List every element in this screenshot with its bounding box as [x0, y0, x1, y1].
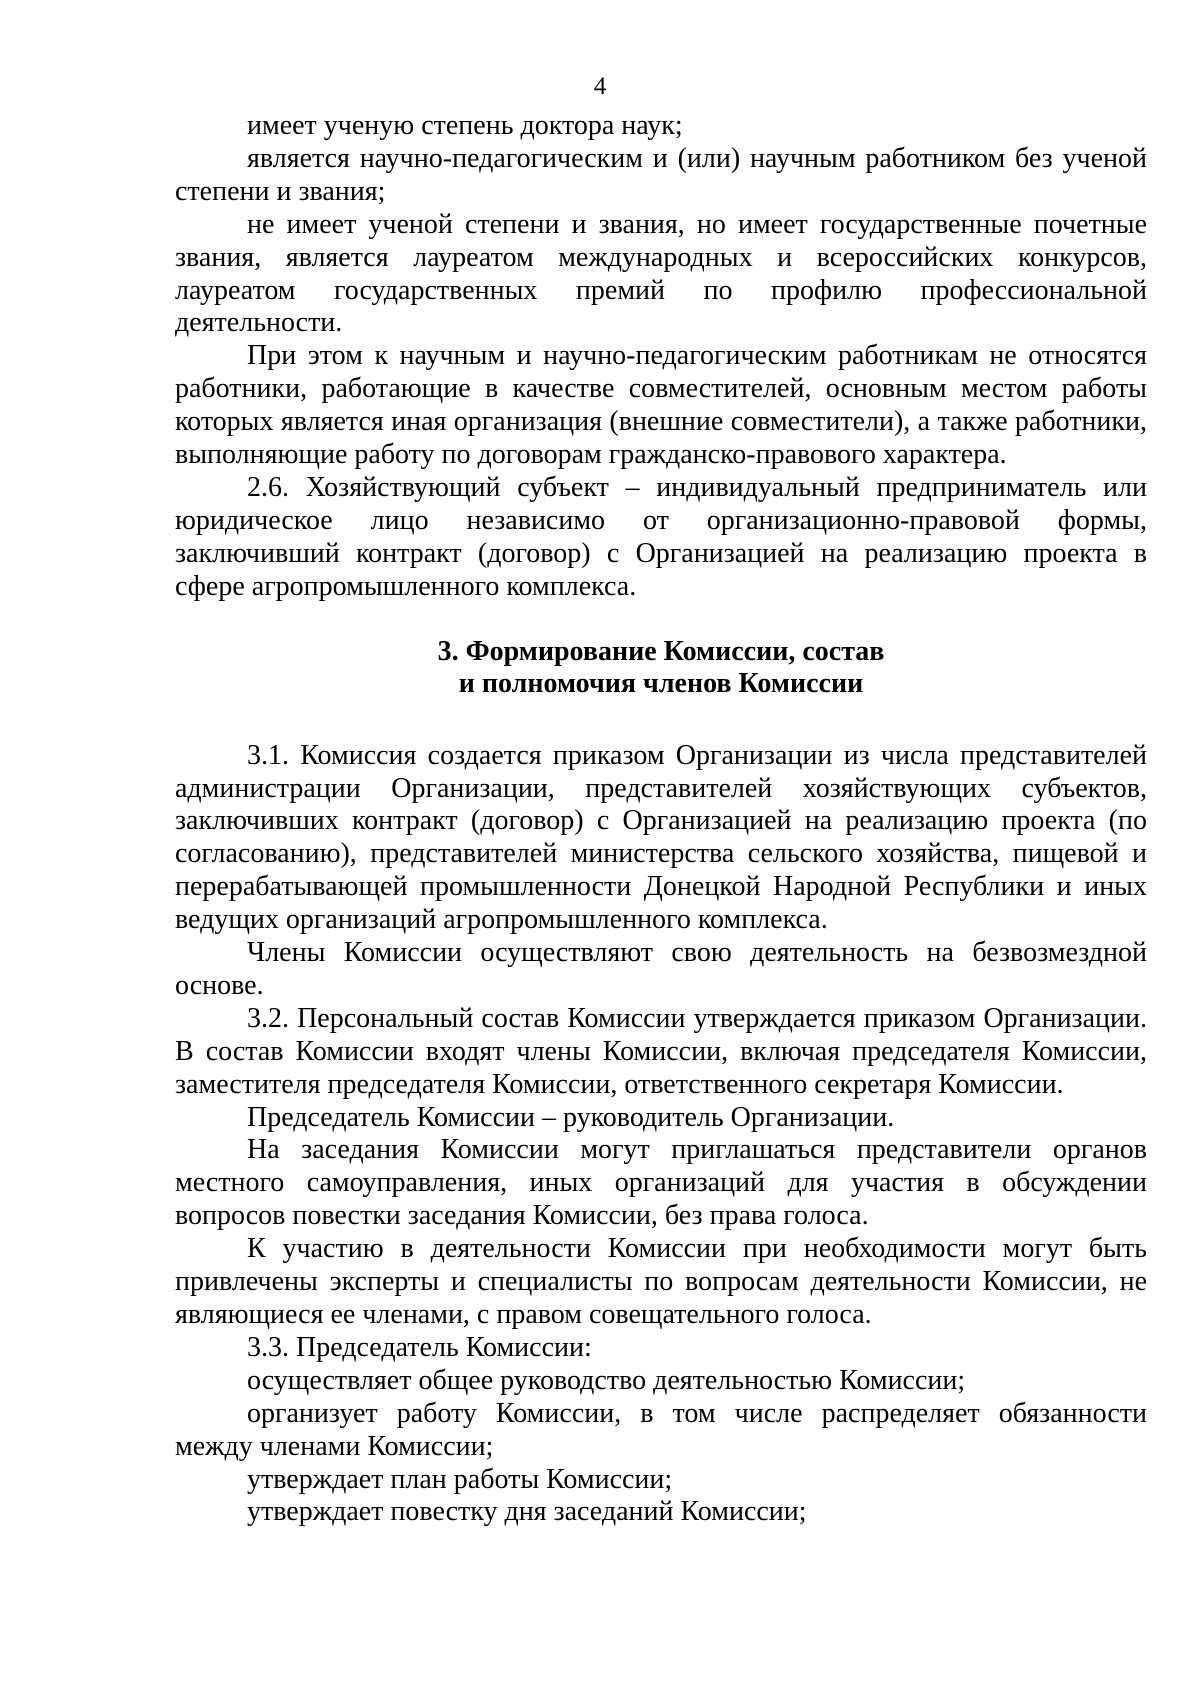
- paragraph-2-6-business-entity: 2.6. Хозяйствующий субъект – индивидуальный предприниматель или юридическое лицо независимо от организационно-правовой формы, заключивший контракт (договор) с Организацией на реализацию проекта в сфере агропромышленного комплекса.: [175, 471, 1147, 602]
- section-3-heading-line-2: и полномочия членов Комиссии: [458, 667, 864, 699]
- section-3-heading: [175, 636, 1147, 700]
- paragraph-3-2-personal-composition: 3.2. Персональный состав Комиссии утверждается приказом Организации. В состав Комиссии входят члены Комиссии, включая председателя Комиссии, заместителя председателя Комиссии, ответственного секретаря Комиссии.: [175, 1002, 1147, 1100]
- paragraph-organizes-work: организует работу Комиссии, в том числе распределяет обязанности между членами Комиссии;: [175, 1397, 1147, 1462]
- paragraph-chairman: Председатель Комиссии – руководитель Организации.: [247, 1101, 895, 1133]
- paragraph-experts: К участию в деятельности Комиссии при необходимости могут быть привлечены эксперты и специалисты по вопросам деятельности Комиссии, не являющиеся ее членами, с правом совещательного голоса.: [175, 1233, 1147, 1330]
- paragraph-general-management: осуществляет общее руководство деятельностью Комиссии;: [247, 1364, 966, 1396]
- paragraph-invited-representatives: На заседания Комиссии могут приглашаться представители органов местного самоуправления, иных организаций для участия в обсуждении вопросов повестки заседания Комиссии, без права голоса.: [175, 1134, 1147, 1232]
- paragraph-approves-agenda: утверждает повестку дня заседаний Комиссии;: [247, 1496, 807, 1528]
- paragraph-honorary-titles: не имеет ученой степени и звания, но имеет государственные почетные звания, является лауреатом международных и всероссийских конкурсов, лауреатом государственных премий по профилю профессиональной деятельности.: [175, 208, 1147, 339]
- paragraph-3-3-chairman-duties: 3.3. Председатель Комиссии:: [247, 1331, 592, 1363]
- paragraph-external-part-timers: При этом к научным и научно-педагогическим работникам не относятся работники, работающие в качестве совместителей, основным местом работы которых является иная организация (внешние совместители), а также работники, выполняющие работу по договорам гражданско-правового характера.: [175, 340, 1147, 471]
- paragraph-doctor-degree: имеет ученую степень доктора наук;: [247, 110, 683, 141]
- document-body: [175, 110, 1147, 1529]
- paragraph-no-degree-worker: является научно-педагогическим и (или) научным работником без ученой степени и звания;: [175, 142, 1147, 207]
- page-number: 4: [593, 73, 607, 100]
- paragraph-approves-plan: утверждает план работы Комиссии;: [247, 1463, 673, 1495]
- paragraph-members-unpaid: Члены Комиссии осуществляют свою деятельность на безвозмездной основе.: [175, 937, 1147, 1001]
- paragraph-3-1-commission-creation: 3.1. Комиссия создается приказом Организации из числа представителей администрации Организации, представителей хозяйствующих субъектов, заключивших контракт (договор) с Организацией на реализацию проекта (по согласованию), представителей министерства сельского хозяйства, пищевой и перерабатывающей промышленности Донецкой Народной Республики и иных ведущих организаций агропромышленного комплекса.: [175, 739, 1147, 936]
- section-3-heading-line-1: 3. Формирование Комиссии, состав: [437, 635, 885, 667]
